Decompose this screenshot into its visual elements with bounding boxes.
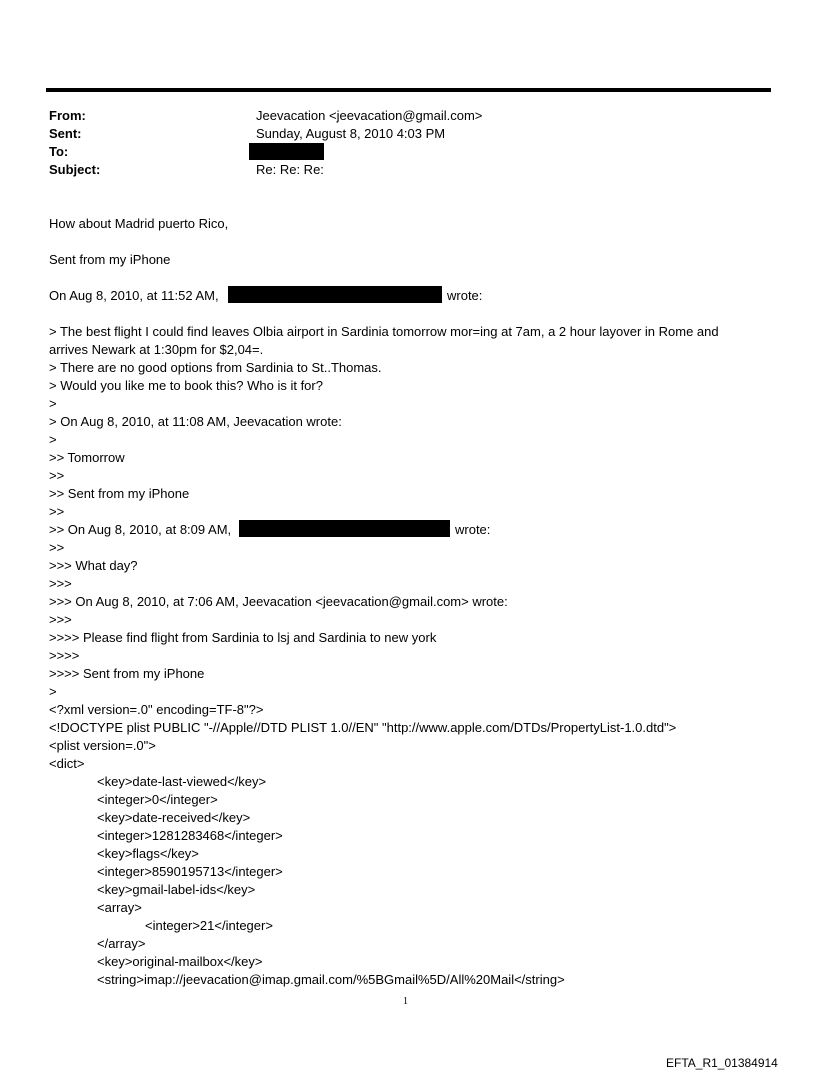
body-line: > There are no good options from Sardinia to St..Thomas. <box>49 360 382 375</box>
body-line: <integer>1281283468</integer> <box>97 828 283 843</box>
sent-label: Sent: <box>49 126 82 141</box>
body-line: <key>original-mailbox</key> <box>97 954 263 969</box>
body-line: >> On Aug 8, 2010, at 8:09 AM, <box>49 522 232 537</box>
body-line: > <box>49 396 57 411</box>
subject-label: Subject: <box>49 162 101 177</box>
footer-document-id: EFTA_R1_01384914 <box>666 1056 778 1070</box>
body-line: wrote: <box>447 288 483 303</box>
body-line: wrote: <box>455 522 491 537</box>
body-line: Sent from my iPhone <box>49 252 171 267</box>
body-line: > The best flight I could find leaves Olbia airport in Sardinia tomorrow mor=ing at 7am, a 2 hour layover in Rome and <box>49 324 719 339</box>
body-line: > <box>49 684 57 699</box>
body-line: <!DOCTYPE plist PUBLIC "-//Apple//DTD PLIST 1.0//EN" "http://www.apple.com/DTDs/PropertyList-1.0.dtd"> <box>49 720 677 735</box>
body-line: <key>flags</key> <box>97 846 199 861</box>
to-label: To: <box>49 144 69 159</box>
from-label: From: <box>49 108 86 123</box>
body-line: <integer>8590195713</integer> <box>97 864 283 879</box>
body-line: >> <box>49 504 65 519</box>
body-line: <plist version=.0"> <box>49 738 156 753</box>
body-line: > Would you like me to book this? Who is it for? <box>49 378 323 393</box>
body-line: <key>date-last-viewed</key> <box>97 774 267 789</box>
body-line: <key>date-received</key> <box>97 810 251 825</box>
body-line: >>> On Aug 8, 2010, at 7:06 AM, Jeevacation <jeevacation@gmail.com> wrote: <box>49 594 508 609</box>
body-line: arrives Newark at 1:30pm for $2,04=. <box>49 342 264 357</box>
body-line: How about Madrid puerto Rico, <box>49 216 229 231</box>
from-value: Jeevacation <jeevacation@gmail.com> <box>256 108 483 123</box>
body-line: <string>imap://jeevacation@imap.gmail.com/%5BGmail%5D/All%20Mail</string> <box>97 972 565 987</box>
header-rule <box>46 88 771 92</box>
body-line: <?xml version=.0" encoding=TF-8"?> <box>49 702 264 717</box>
body-line: >>> What day? <box>49 558 138 573</box>
body-line: > <box>49 432 57 447</box>
sender-redaction <box>239 520 450 537</box>
body-line: >>>> Please find flight from Sardinia to lsj and Sardinia to new york <box>49 630 437 645</box>
body-line: >> Tomorrow <box>49 450 125 465</box>
body-line: <integer>0</integer> <box>97 792 218 807</box>
body-line: <array> <box>97 900 142 915</box>
body-line: >>> <box>49 612 72 627</box>
body-line: >> Sent from my iPhone <box>49 486 190 501</box>
body-line: > On Aug 8, 2010, at 11:08 AM, Jeevacation wrote: <box>49 414 342 429</box>
body-line: On Aug 8, 2010, at 11:52 AM, <box>49 288 219 303</box>
body-line: </array> <box>97 936 146 951</box>
body-line: >>>> Sent from my iPhone <box>49 666 205 681</box>
body-line: <integer>21</integer> <box>145 918 273 933</box>
sender-redaction <box>228 286 442 303</box>
sent-value: Sunday, August 8, 2010 4:03 PM <box>256 126 446 141</box>
to-redaction <box>249 143 324 160</box>
body-line: >>>> <box>49 648 80 663</box>
body-line: >> <box>49 540 65 555</box>
subject-value: Re: Re: Re: <box>256 162 324 177</box>
body-line: >>> <box>49 576 72 591</box>
body-line: >> <box>49 468 65 483</box>
body-line: <key>gmail-label-ids</key> <box>97 882 256 897</box>
body-line: <dict> <box>49 756 85 771</box>
page-number: 1 <box>403 996 408 1007</box>
